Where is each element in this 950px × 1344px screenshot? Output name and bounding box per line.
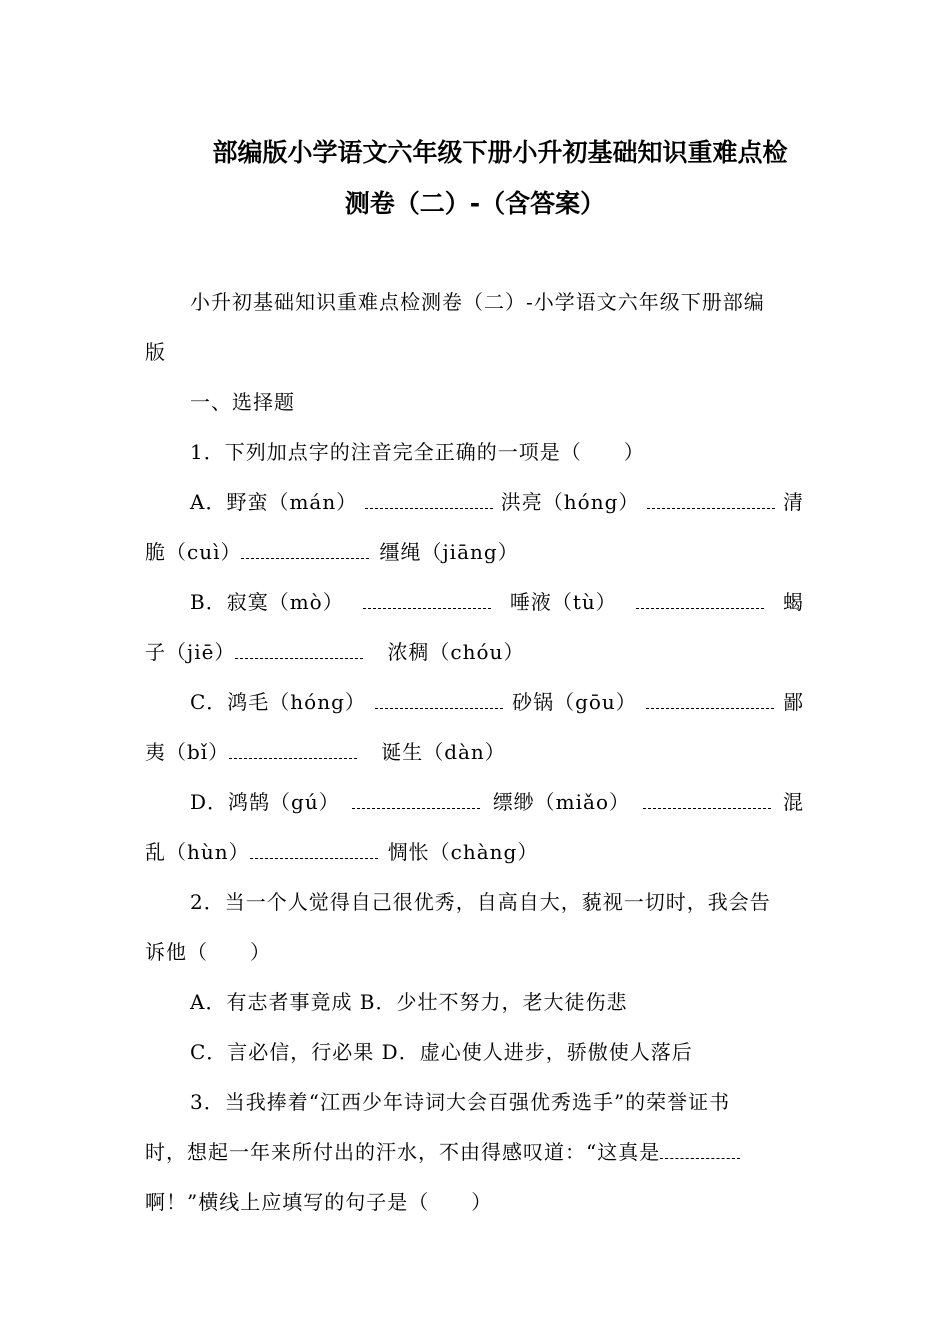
answer-blank [643,790,771,809]
section-heading: 一、选择题 [190,390,295,414]
option-b-word-3-start: 蝎 [783,590,804,614]
option-d-word-4: 惆怅（chàng） [387,840,539,864]
question-1-stem: 1．下列加点字的注音完全正确的一项是（ ） [190,440,645,464]
answer-blank [647,490,775,509]
document-title-line-1: 部编版小学语文六年级下册小升初基础知识重难点检 [212,138,788,167]
question-3-stem-line-2-text: 时，想起一年来所付出的汗水，不由得感叹道：“这真是 [145,1140,661,1164]
question-1-option-c-row-2 [145,738,506,766]
answer-blank [235,640,363,659]
option-a-word-3-end: 脆（cuì） [145,540,242,564]
question-2-options-ab: A．有志者事竟成 B．少壮不努力，老大徒伤悲 [190,990,628,1014]
question-1-option-b-row-1 [190,588,804,616]
question-2-options-cd: C．言必信，行必果 D．虚心使人进步，骄傲使人落后 [190,1040,693,1064]
subtitle-line-1: 小升初基础知识重难点检测卷（二）-小学语文六年级下册部编 [190,290,765,314]
answer-blank [636,590,764,609]
question-3-stem-line-2 [145,1138,740,1166]
option-b-word-2: 唾液（tù） [509,590,617,614]
answer-blank [365,490,493,509]
question-1-option-d-row-1 [190,788,804,816]
option-c-word-1: C．鸿毛（hóng） [190,690,366,714]
option-c-word-4: 诞生（dàn） [381,740,506,764]
option-b-word-1: B．寂寞（mò） [190,590,344,614]
question-1-option-c-row-1 [190,688,804,716]
option-a-word-1: A．野蛮（mán） [190,490,358,514]
question-3-stem-line-3: 啊！”横线上应填写的句子是（ ） [145,1190,493,1214]
answer-blank [241,540,369,559]
answer-blank [352,790,480,809]
answer-blank [660,1140,740,1159]
option-b-word-3-end: 子（jiē） [145,640,236,664]
answer-blank [646,690,774,709]
subtitle-line-2: 版 [145,340,166,364]
option-a-word-3-start: 清 [782,490,804,514]
question-1-option-d-row-2 [145,838,538,866]
question-2-stem-line-2: 诉他（ ） [145,940,271,964]
option-c-word-3-end: 夷（bǐ） [145,740,230,764]
option-d-word-1: D．鸿鹄（gú） [190,790,340,814]
option-d-word-3-end: 乱（hùn） [145,840,250,864]
answer-blank [229,740,357,759]
option-c-word-3-start: 鄙 [782,690,804,714]
option-d-word-2: 缥缈（miǎo） [492,790,631,814]
question-1-option-b-row-2 [145,638,524,666]
answer-blank [375,690,503,709]
answer-blank [363,590,491,609]
question-3-stem-line-1: 3．当我捧着“江西少年诗词大会百强优秀选手”的荣誉证书 [190,1090,731,1114]
option-c-word-2: 砂锅（gōu） [512,690,637,714]
answer-blank [250,840,378,859]
option-d-word-3-start: 混 [782,790,804,814]
option-b-word-4: 浓稠（chóu） [387,640,525,664]
question-1-option-a-row-1 [190,488,804,516]
document-title-line-2: 测卷（二）-（含答案） [344,189,606,218]
option-a-word-2: 洪亮（hóng） [500,490,640,514]
question-1-option-a-row-2 [145,538,519,566]
option-a-word-4: 缰绳（jiāng） [379,540,519,564]
question-2-stem-line-1: 2．当一个人觉得自己很优秀，自高自大，藐视一切时，我会告 [190,890,771,914]
